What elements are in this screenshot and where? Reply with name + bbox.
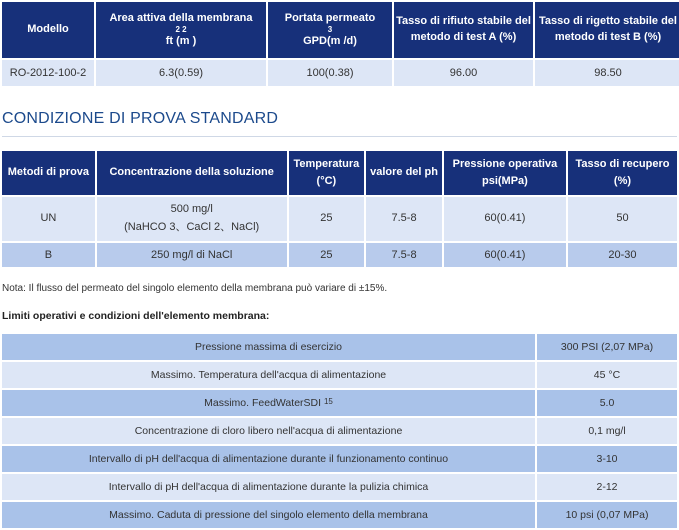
limit-label: Massimo. Caduta di pressione del singolo elemento della membrana [2,502,535,528]
section-title: CONDIZIONE DI PROVA STANDARD [2,110,279,127]
limit-value: 3-10 [537,446,677,472]
spec-cell-rejection-b: 98.50 [535,60,679,86]
spec-cell-model: RO-2012-100-2 [2,60,94,86]
limits-table [0,332,679,530]
spec-header-model: Modello [2,2,94,58]
limit-value: 45 °C [537,362,677,388]
spec-header-row [2,2,679,58]
test-cell-temperature: 25 [289,243,365,267]
limit-value: 300 PSI (2,07 MPa) [537,334,677,360]
table-row [2,474,677,500]
test-header-concentration: Concentrazione della soluzione [97,151,287,195]
limit-label: Massimo. Temperatura dell'acqua di alimentazione [2,362,535,388]
spec-data-row [2,60,679,86]
test-header-method: Metodi di prova [2,151,95,195]
table-row [2,243,677,267]
test-cell-concentration: 250 mg/l di NaCl [97,243,287,267]
test-conditions-table [0,149,679,269]
spec-table [0,0,679,88]
test-cell-method: UN [2,197,95,241]
spec-header-flow: Portata permeato 3 GPD(m /d) [268,2,392,58]
test-cell-pressure: 60(0.41) [444,243,566,267]
test-cell-temperature: 25 [289,197,365,241]
spec-cell-flow: 100(0.38) [268,60,392,86]
test-cell-recovery: 20-30 [568,243,677,267]
test-cell-recovery: 50 [568,197,677,241]
section-divider [2,136,677,137]
limit-value: 10 psi (0,07 MPa) [537,502,677,528]
spec-cell-area: 6.3(0.59) [96,60,266,86]
spec-header-area: Area attiva della membrana 2 2 ft (m ) [96,2,266,58]
limit-value: 0,1 mg/l [537,418,677,444]
table-row [2,446,677,472]
test-cell-ph: 7.5-8 [366,243,442,267]
limit-label: Concentrazione di cloro libero nell'acqua di alimentazione [2,418,535,444]
table-row [2,362,677,388]
limit-label-suffix: 15 [323,397,333,406]
limit-label: Pressione massima di esercizio [2,334,535,360]
test-cell-concentration: 500 mg/l (NaHCO 3、CaCl 2、NaCl) [97,197,287,241]
table-row [2,390,677,416]
spec-cell-rejection-a: 96.00 [394,60,533,86]
limit-value: 2-12 [537,474,677,500]
spec-header-rejection-b: Tasso di rigetto stabile del metodo di test B (%) [535,2,679,58]
limit-label: Intervallo di pH dell'acqua di alimentazione durante il funzionamento continuo [2,446,535,472]
test-header-temperature: Temperatura (°C) [289,151,365,195]
spec-header-rejection-a: Tasso di rifiuto stabile del metodo di test A (%) [394,2,533,58]
test-header-pressure: Pressione operativa psi(MPa) [444,151,566,195]
test-cell-pressure: 60(0.41) [444,197,566,241]
limits-title: Limiti operativi e condizioni dell'elemento membrana: [2,310,270,322]
test-header-recovery: Tasso di recupero (%) [568,151,677,195]
table-row [2,418,677,444]
limit-label: Massimo. FeedWaterSDI $^{15}$ [2,390,535,416]
table-row [2,334,677,360]
limit-label: Intervallo di pH dell'acqua di alimentazione durante la pulizia chimica [2,474,535,500]
test-cell-ph: 7.5-8 [366,197,442,241]
test-header-row [2,151,677,195]
flux-note: Nota: Il flusso del permeato del singolo elemento della membrana può variare di ±15%. [2,283,388,294]
table-row [2,502,677,528]
limit-value: 5.0 [537,390,677,416]
test-header-ph: valore del ph [366,151,442,195]
table-row [2,197,677,241]
test-cell-method: B [2,243,95,267]
